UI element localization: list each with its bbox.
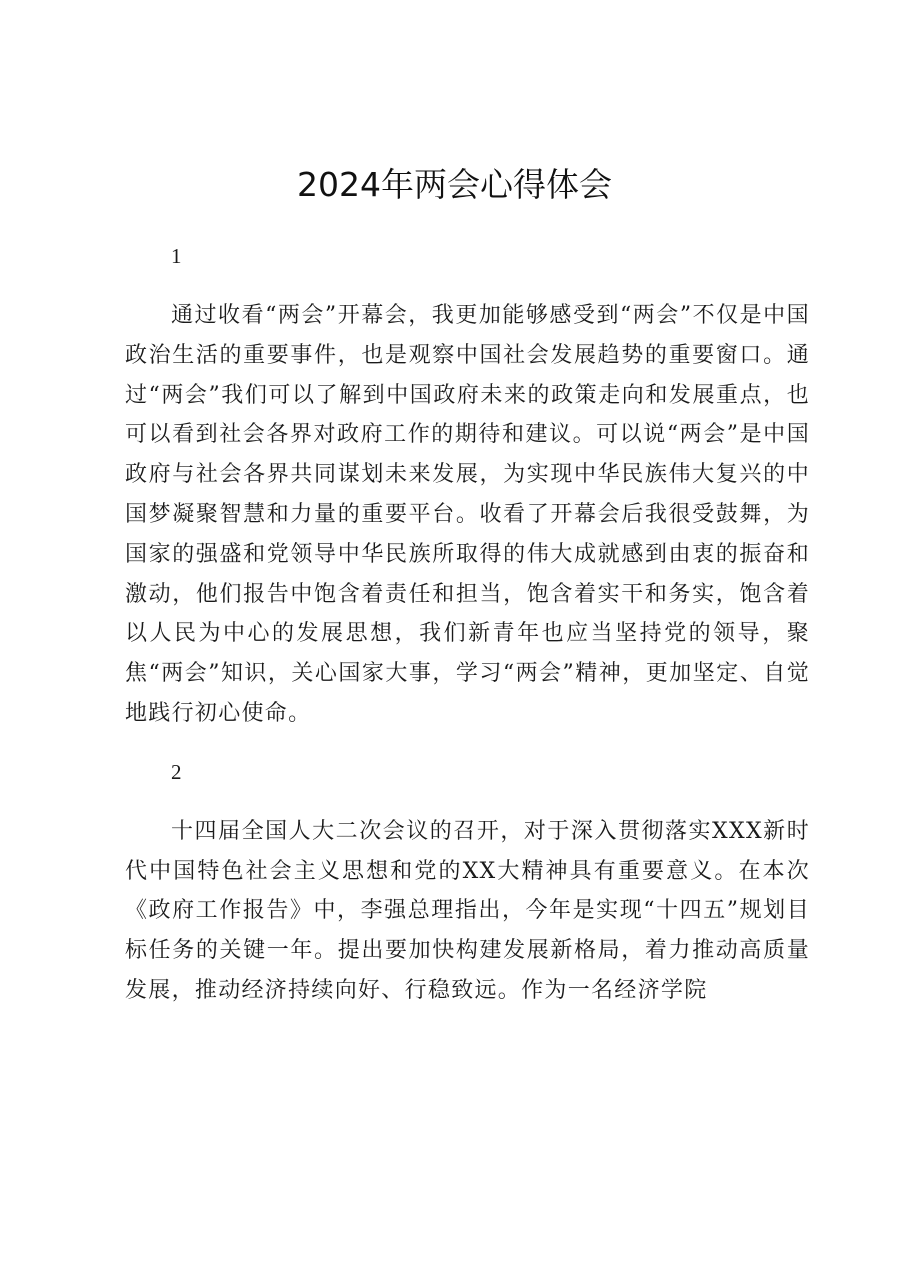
section-number-2: 2	[171, 759, 183, 784]
section-paragraph-1: 通过收看“两会”开幕会，我更加能够感受到“两会”不仅是中国政治生活的重要事件，也是观察中国社会发展趋势的重要窗口。通过“两会”我们可以了解到中国政府未来的政策走向和发展重点，也可以看到社会各界对政府工作的期待和建议。可以说“两会”是中国政府与社会各界共同谋划未来发展，为实现中华民族伟大复兴的中国梦凝聚智慧和力量的重要平台。收看了开幕会后我很受鼓舞，为国家的强盛和党领导中华民族所取得的伟大成就感到由衷的振奋和激动，他们报告中饱含着责任和担当，饱含着实干和务实，饱含着以人民为中心的发展思想，我们新青年也应当坚持党的领导，聚焦“两会”知识，关心国家大事，学习“两会”精神，更加坚定、自觉地践行初心使命。	[125, 303, 810, 726]
document-body	[125, 236, 810, 1029]
section-number-1: 1	[171, 244, 183, 268]
section-paragraph-2: 十四届全国人大二次会议的召开，对于深入贯彻落实XXX新时代中国特色社会主义思想和党的XX大精神具有重要意义。在本次《政府工作报告》中，李强总理指出，今年是实现“十四五”规划目标任务的关键一年。提出要加快构建发展新格局，着力推动高质量发展，推动经济持续向好、行稳致远。作为一名经济学院	[125, 818, 810, 1003]
document-title: 2024年两会心得体会	[297, 165, 612, 204]
